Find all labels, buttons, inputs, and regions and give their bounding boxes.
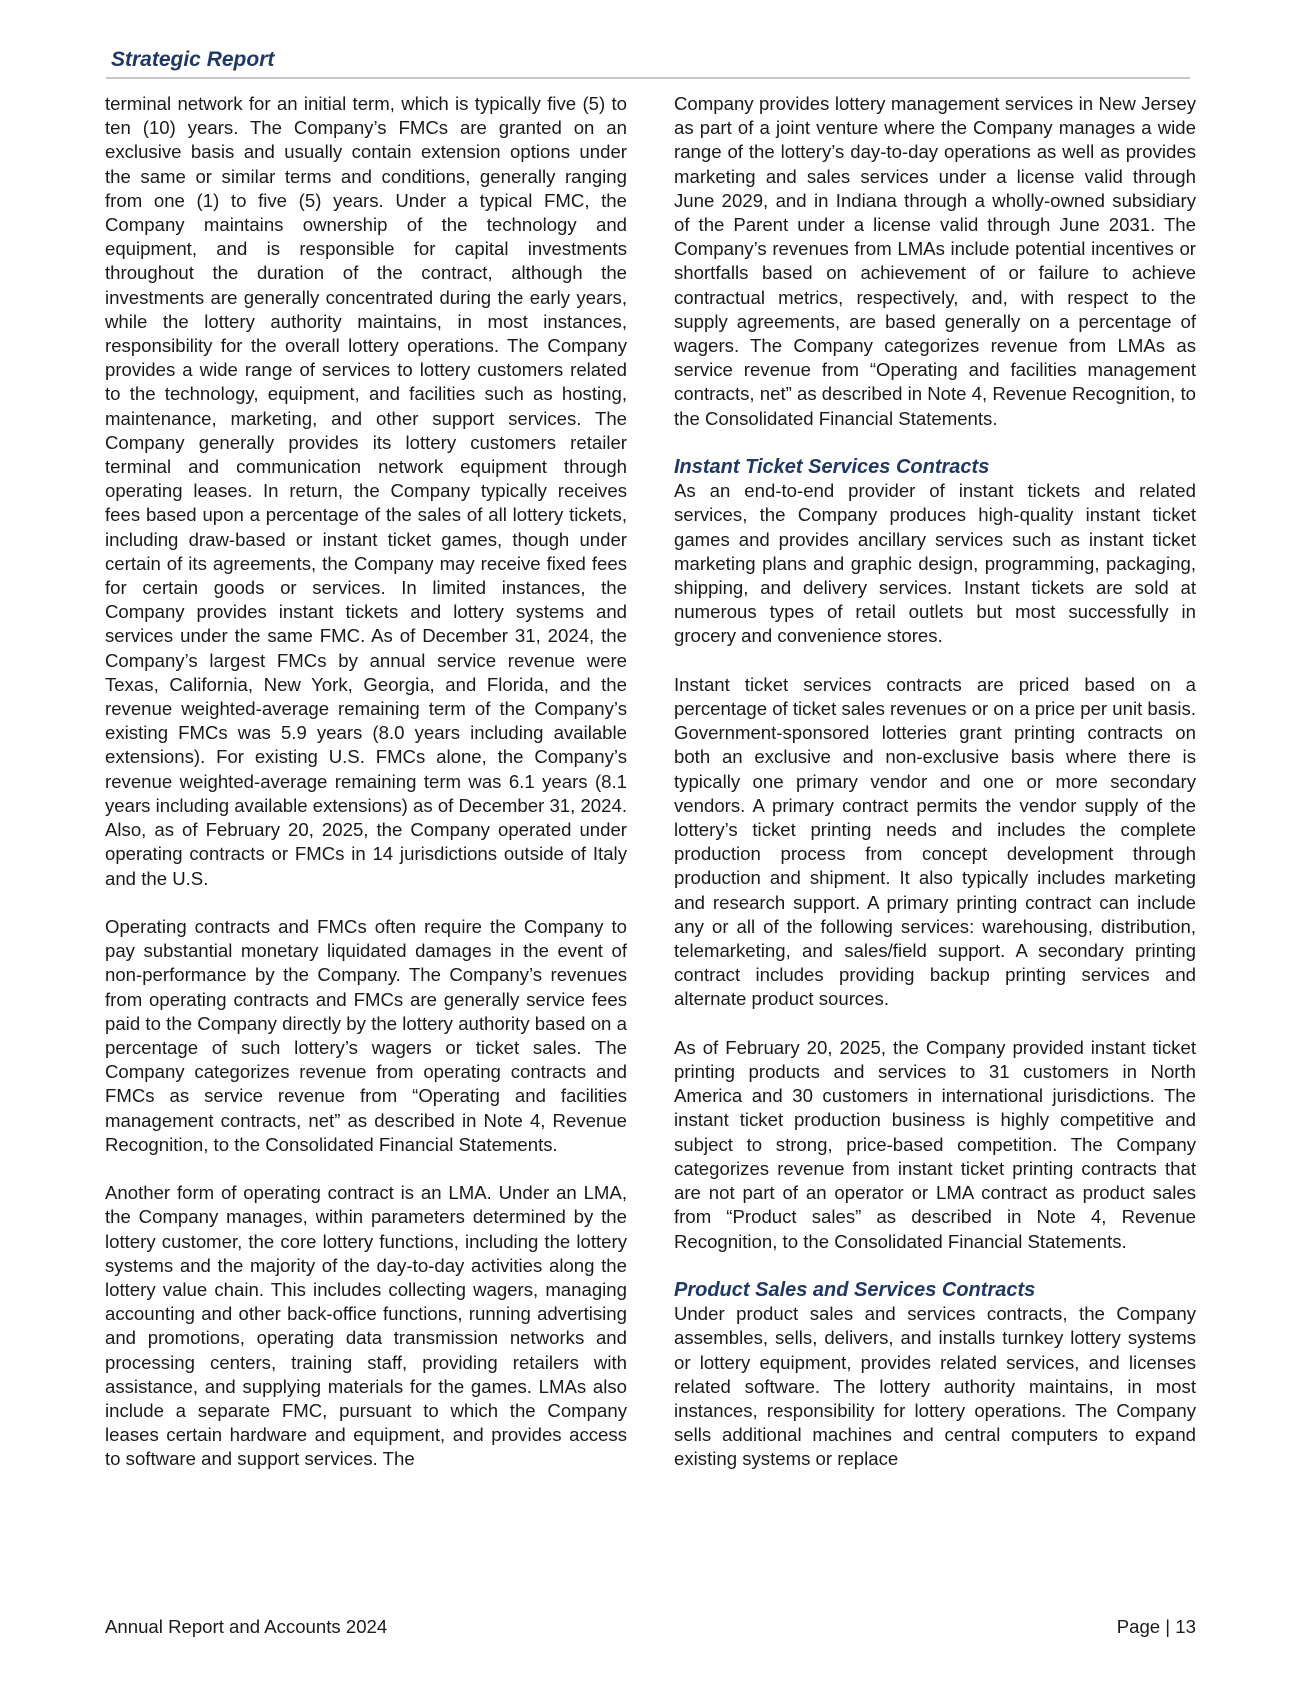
paragraph-instant-ticket-pricing: Instant ticket services contracts are priced based on a percentage of ticket sales revenues or on a price per unit basis. Government-sponsored lotteries grant printing contracts on both an exclusive and non-exclusive basis where there is typically one primary vendor and one or more secondary vendors. A primary contract permits the vendor supply of the lottery’s ticket printing needs and includes the complete production process from concept development through production and shipment. It also typically includes marketing and research support. A primary printing contract can include any or all of the following services: warehousing, distribution, telemarketing, and sales/field support. A secondary printing contract includes providing backup printing services and alternate product sources.: [674, 673, 1196, 1010]
heading-instant-ticket-services: Instant Ticket Services Contracts: [674, 456, 990, 479]
paragraph-lma-continued: Company provides lottery management services in New Jersey as part of a joint venture where the Company manages a wide range of the lottery’s day-to-day operations as well as provides marketing and sales services under a license valid through June 2029, and in Indiana through a wholly-owned subsidiary of the Parent under a license valid through June 2031. The Company’s revenues from LMAs include potential incentives or shortfalls based on achievement of or failure to achieve contractual metrics, respectively, and, with respect to the supply agreements, are based generally on a percentage of wagers. The Company categorizes revenue from LMAs as service revenue from “Operating and facilities management contracts, net” as described in Note 4, Revenue Recognition, to the Consolidated Financial Statements.: [674, 93, 1196, 429]
paragraph-instant-ticket-customers: As of February 20, 2025, the Company provided instant ticket printing products and services to 31 customers in North America and 30 customers in international jurisdictions. The instant ticket production business is highly competitive and subject to strong, price-based competition. The Company categorizes revenue from instant ticket printing contracts that are not part of an operator or LMA contract as product sales from “Product sales” as described in Note 4, Revenue Recognition, to the Consolidated Financial Statements.: [674, 1036, 1196, 1252]
footer-report-title: Annual Report and Accounts 2024: [105, 1616, 388, 1637]
paragraph-operating-contracts: Operating contracts and FMCs often require the Company to pay substantial monetary liquidated damages in the event of non-performance by the Company. The Company’s revenues from operating contracts and FMCs are generally service fees paid to the Company directly by the lottery authority based on a percentage of such lottery’s wagers or ticket sales. The Company categorizes revenue from operating contracts and FMCs as service revenue from “Operating and facilities management contracts, net” as described in Note 4, Revenue Recognition, to the Consolidated Financial Statements.: [105, 915, 627, 1155]
footer-page-number: Page | 13: [1116, 1616, 1196, 1637]
right-column: [674, 92, 1196, 1472]
paragraph-product-sales: Under product sales and services contracts, the Company assembles, sells, delivers, and installs turnkey lottery systems or lottery equipment, provides related services, and licenses related software. The lottery authority maintains, in most instances, responsibility for lottery operations. The Company sells additional machines and central computers to expand existing systems or replace: [674, 1303, 1196, 1470]
left-column: [105, 92, 627, 1472]
paragraph-instant-ticket-intro: As an end-to-end provider of instant tickets and related services, the Company produces high-quality instant ticket games and provides ancillary services such as instant ticket marketing plans and graphic design, programming, packaging, shipping, and delivery services. Instant tickets are sold at numerous types of retail outlets but most successfully in grocery and convenience stores.: [674, 480, 1196, 647]
paragraph-fmc-terms: terminal network for an initial term, which is typically five (5) to ten (10) years. The Company’s FMCs are granted on an exclusive basis and usually contain extension options under the same or similar terms and conditions, generally ranging from one (1) to five (5) years. Under a typical FMC, the Company maintains ownership of the technology and equipment, and is responsible for capital investments throughout the duration of the contract, although the investments are generally concentrated during the early years, while the lottery authority maintains, in most instances, responsibility for the overall lottery operations. The Company provides a wide range of services to lottery customers related to the technology, equipment, and facilities such as hosting, maintenance, marketing, and other support services. The Company generally provides its lottery customers retailer terminal and communication network equipment through operating leases. In return, the Company typically receives fees based upon a percentage of the sales of all lottery tickets, including draw-based or instant ticket games, though under certain of its agreements, the Company may receive fixed fees for certain goods or services. In limited instances, the Company provides instant tickets and lottery systems and services under the same FMC. As of December 31, 2024, the Company’s largest FMCs by annual service revenue were Texas, California, New York, Georgia, and Florida, and the revenue weighted-average remaining term of the Company’s existing FMCs was 5.9 years (8.0 years including available extensions). For existing U.S. FMCs alone, the Company’s revenue weighted-average remaining term was 6.1 years (8.1 years including available extensions) as of December 31, 2024. Also, as of February 20, 2025, the Company operated under operating contracts or FMCs in 14 jurisdictions outside of Italy and the U.S.: [105, 93, 627, 889]
paragraph-lma: Another form of operating contract is an LMA. Under an LMA, the Company manages, within parameters determined by the lottery customer, the core lottery functions, including the lottery systems and the majority of the day-to-day activities along the lottery value chain. This includes collecting wagers, managing accounting and other back-office functions, running advertising and promotions, operating data transmission networks and processing centers, training staff, providing retailers with assistance, and supplying materials for the games. LMAs also include a separate FMC, pursuant to which the Company leases certain hardware and equipment, and provides access to software and support services. The: [105, 1182, 627, 1470]
header-divider: [106, 77, 1190, 79]
section-header-title: Strategic Report: [111, 48, 275, 71]
heading-product-sales-services: Product Sales and Services Contracts: [674, 1278, 1036, 1301]
